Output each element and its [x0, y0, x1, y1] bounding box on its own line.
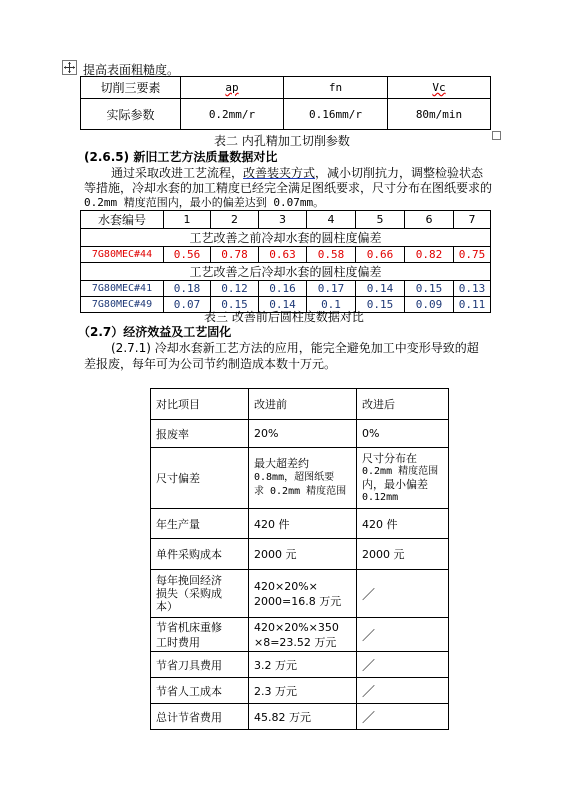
roundness-col-3: 3 — [259, 211, 307, 229]
compare-before: 420 件 — [249, 509, 357, 539]
roundness-header-label: 水套编号 — [81, 211, 164, 229]
compare-line: 尺寸分布在 — [362, 452, 417, 465]
roundness-cell: 0.17 — [307, 281, 356, 297]
table-row — [151, 652, 449, 678]
roundness-col-7: 7 — [454, 211, 491, 229]
params-col-vc: Vc — [388, 77, 491, 99]
compare-before: 2000 元 — [249, 539, 357, 570]
roundness-cell: 0.16 — [259, 281, 307, 297]
roundness-cell: 0.15 — [405, 281, 454, 297]
table-row — [81, 281, 491, 297]
roundness-cell: 0.63 — [259, 247, 307, 263]
table-row — [151, 420, 449, 448]
section-265-link[interactable]: 改善装夹方式 — [243, 166, 316, 180]
compare-before: 45.82 万元 — [249, 704, 357, 730]
roundness-col-1: 1 — [164, 211, 211, 229]
roundness-cell: 0.75 — [454, 247, 491, 263]
compare-item — [151, 618, 249, 652]
compare-line: 工时费用 — [156, 635, 200, 649]
section-265-line2: 等措施，冷却水套的加工精度已经完全满足图纸要求，尺寸分布在图纸要求的 — [84, 181, 493, 195]
table-row — [151, 618, 449, 652]
roundness-cell: 0.07 — [164, 297, 211, 313]
roundness-col-2: 2 — [211, 211, 259, 229]
params-col-ap: ap — [181, 77, 284, 99]
compare-after — [357, 448, 449, 509]
compare-item — [151, 570, 249, 618]
compare-after: ／ — [357, 570, 449, 618]
table-row — [81, 247, 491, 263]
compare-item: 总计节省费用 — [151, 704, 249, 730]
roundness-after-id: 7G80MEC#49 — [81, 297, 164, 313]
compare-line: 求 0.2mm 精度范围 — [254, 486, 347, 497]
compare-line: 最大超差约 — [254, 457, 309, 470]
intro-text: 提高表面粗糙度。 — [83, 63, 180, 77]
params-caption: 表二 内孔精加工切削参数 — [214, 134, 350, 148]
compare-line: 节省机床重修 — [156, 620, 222, 634]
roundness-before-id: 7G80MEC#44 — [81, 247, 164, 263]
compare-before: 2.3 万元 — [249, 678, 357, 704]
compare-line: 0.12mm — [362, 492, 399, 503]
table-row — [151, 570, 449, 618]
table-resize-handle[interactable] — [492, 131, 501, 140]
roundness-cell: 0.13 — [454, 281, 491, 297]
roundness-cell: 0.11 — [454, 297, 491, 313]
roundness-cell: 0.56 — [164, 247, 211, 263]
params-value-ap: 0.2mm/r — [181, 99, 284, 130]
compare-before — [249, 570, 357, 618]
compare-after: ／ — [357, 678, 449, 704]
roundness-cell: 0.09 — [405, 297, 454, 313]
compare-before: 3.2 万元 — [249, 652, 357, 678]
roundness-cell: 0.14 — [356, 281, 405, 297]
compare-after: ／ — [357, 704, 449, 730]
compare-line: 0.2mm 精度范围 — [362, 466, 439, 477]
roundness-cell: 0.78 — [211, 247, 259, 263]
compare-header-item: 对比项目 — [151, 389, 249, 420]
compare-line: 420×20%× — [254, 579, 318, 593]
section-265-line1-pre: 通过采取改进工艺流程， — [111, 166, 244, 180]
compare-line: 420×20%×350 — [254, 620, 339, 634]
roundness-cell: 0.1 — [307, 297, 356, 313]
compare-item: 节省刀具费用 — [151, 652, 249, 678]
compare-after: ／ — [357, 618, 449, 652]
compare-after: 2000 元 — [357, 539, 449, 570]
section-27-para-line1: (2.7.1) 冷却水套新工艺方法的应用，能完全避免加工中变形导致的超 — [111, 341, 479, 355]
compare-line: 本） — [156, 600, 178, 613]
section-265-line1-post: ，减小切削抗力，调整检验状态 — [315, 166, 484, 180]
compare-before — [249, 618, 357, 652]
compare-line: 内，最小偏差 — [362, 478, 428, 491]
roundness-caption: 表三 改善前后圆柱度数据对比 — [204, 310, 364, 324]
compare-header-before: 改进前 — [249, 389, 357, 420]
cutting-params-table — [80, 76, 491, 130]
section-27-para-line2: 差报废，每年可为公司节约制造成本数十万元。 — [84, 357, 337, 371]
table-row — [151, 539, 449, 570]
roundness-col-4: 4 — [307, 211, 356, 229]
table-row — [151, 448, 449, 509]
compare-item: 单件采购成本 — [151, 539, 249, 570]
compare-after: 420 件 — [357, 509, 449, 539]
compare-before: 20% — [249, 420, 357, 448]
params-value-fn: 0.16mm/r — [284, 99, 388, 130]
roundness-cell: 0.82 — [405, 247, 454, 263]
compare-line: 每年挽回经济 — [156, 574, 222, 587]
roundness-table — [80, 210, 491, 313]
section-265-line3: 0.2mm 精度范围内，最小的偏差达到 0.07mm。 — [84, 196, 325, 209]
table-row — [151, 509, 449, 539]
roundness-cell: 0.18 — [164, 281, 211, 297]
compare-before — [249, 448, 357, 509]
roundness-cell: 0.12 — [211, 281, 259, 297]
table-row — [151, 678, 449, 704]
roundness-after-title: 工艺改善之后冷却水套的圆柱度偏差 — [81, 263, 491, 281]
compare-after: ／ — [357, 652, 449, 678]
params-header-label: 切削三要素 — [81, 77, 181, 99]
compare-item: 节省人工成本 — [151, 678, 249, 704]
roundness-cell: 0.66 — [356, 247, 405, 263]
roundness-after-id: 7G80MEC#41 — [81, 281, 164, 297]
compare-line: 0.8mm，超图纸要 — [254, 472, 335, 483]
roundness-cell: 0.15 — [211, 297, 259, 313]
roundness-col-5: 5 — [356, 211, 405, 229]
table-move-handle-icon[interactable] — [62, 60, 77, 75]
roundness-col-6: 6 — [405, 211, 454, 229]
section-27-heading: （2.7）经济效益及工艺固化 — [78, 325, 232, 339]
compare-after: 0% — [357, 420, 449, 448]
roundness-cell: 0.58 — [307, 247, 356, 263]
section-265-heading: (2.6.5) 新旧工艺方法质量数据对比 — [84, 150, 278, 164]
params-col-fn: fn — [284, 77, 388, 99]
roundness-before-title: 工艺改善之前冷却水套的圆柱度偏差 — [81, 229, 491, 247]
compare-item: 尺寸偏差 — [151, 448, 249, 509]
compare-line: ×8=23.52 万元 — [254, 635, 337, 649]
params-value-vc: 80m/min — [388, 99, 491, 130]
comparison-table — [150, 388, 449, 730]
table-row — [151, 704, 449, 730]
compare-line: 损失（采购成 — [156, 587, 222, 600]
roundness-cell: 0.15 — [356, 297, 405, 313]
params-row-label: 实际参数 — [81, 99, 181, 130]
roundness-cell: 0.14 — [259, 297, 307, 313]
compare-header-after: 改进后 — [357, 389, 449, 420]
compare-item: 报废率 — [151, 420, 249, 448]
compare-item: 年生产量 — [151, 509, 249, 539]
compare-line: 2000=16.8 万元 — [254, 594, 342, 608]
